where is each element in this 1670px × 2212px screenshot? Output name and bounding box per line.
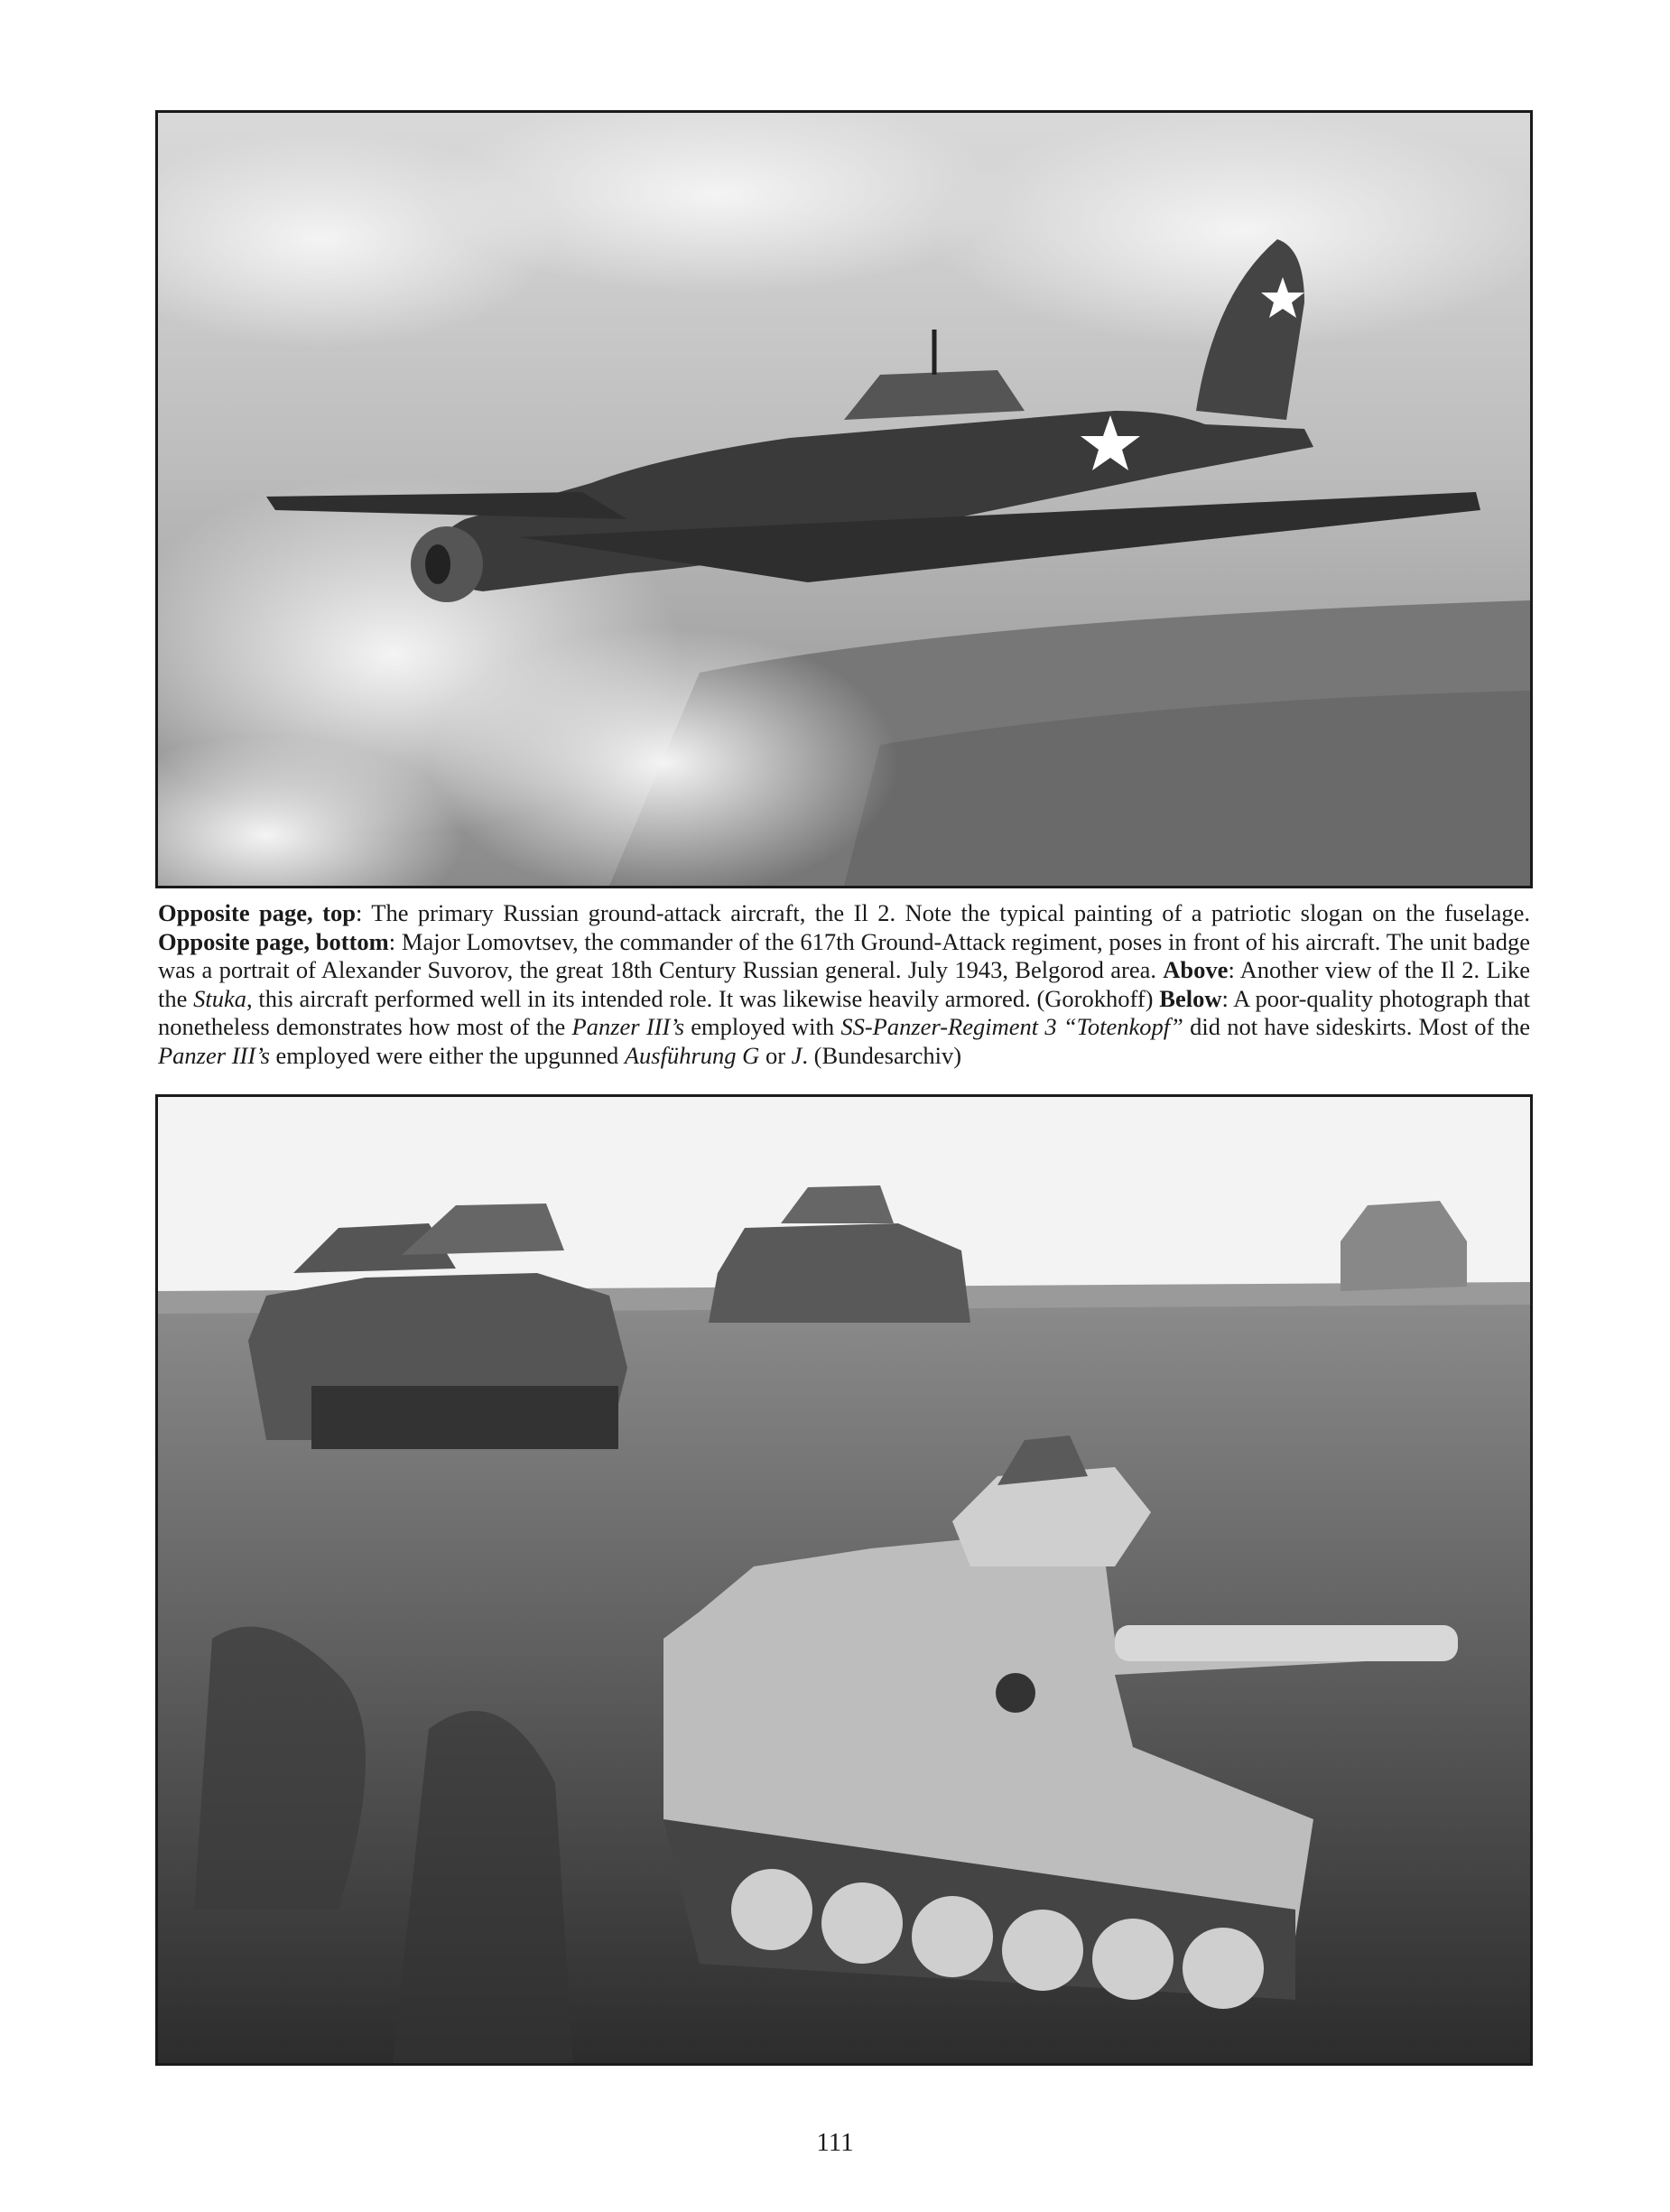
- caption-italic: Ausführung G: [624, 1041, 760, 1069]
- il2-aircraft-photo: [155, 110, 1533, 888]
- caption-label-below: Below: [1159, 984, 1222, 1012]
- caption-text: : The primary Russian ground-attack aircraft, the Il 2. Note the typical painting of a patriotic slogan on the fuselage.: [355, 899, 1530, 926]
- caption-italic: Panzer III’s: [571, 1013, 685, 1041]
- caption-text: did not have sideskirts. Most of the: [1183, 1013, 1530, 1041]
- figure-caption: [158, 899, 1530, 1070]
- caption-label-opposite-top: Opposite page, top: [158, 899, 356, 926]
- tanks-image: [158, 1097, 1530, 2063]
- caption-italic: J: [791, 1041, 803, 1069]
- caption-label-above: Above: [1163, 956, 1229, 984]
- page-number: 111: [816, 2128, 854, 2157]
- caption-text: employed with: [684, 1013, 841, 1041]
- caption-text: : A poor-quality photograph that nonetheless demonstrates how most of the: [158, 984, 1530, 1041]
- caption-text: or: [759, 1041, 792, 1069]
- caption-label-opposite-bottom: Opposite page, bottom: [158, 927, 389, 955]
- caption-text: : Another view of the Il 2. Like the: [158, 956, 1530, 1012]
- caption-italic: Panzer III’s: [158, 1041, 270, 1069]
- caption-text: : Major Lomovtsev, the commander of the 617th Ground-Attack regiment, poses in front of his aircraft. The unit badge was a portrait of Alexander Suvorov, the great 18th Century Russian general. July 1943, Belgorod area.: [158, 927, 1530, 984]
- panzer-tanks-photo: [155, 1094, 1533, 2066]
- caption-text: employed were either the upgunned: [269, 1041, 625, 1069]
- aircraft-image: [158, 113, 1530, 886]
- caption-italic: Stuka: [193, 984, 247, 1012]
- caption-text: , this aircraft performed well in its intended role. It was likewise heavily armored. (Gorokhoff): [246, 984, 1160, 1012]
- caption-italic: SS-Panzer-Regiment 3 “Totenkopf”: [840, 1013, 1183, 1041]
- caption-text: . (Bundesarchiv): [802, 1041, 962, 1069]
